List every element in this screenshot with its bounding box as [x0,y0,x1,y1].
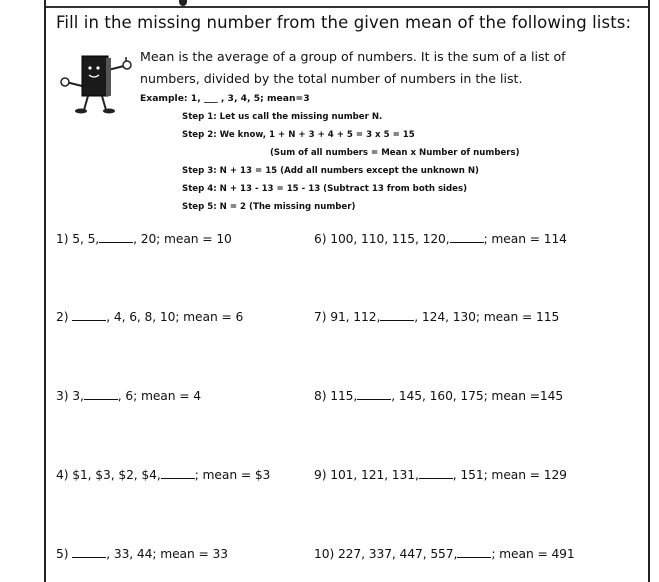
problem-3 [56,389,201,403]
problem-9 [314,468,567,482]
problem-text: 3) 3, [56,389,84,403]
step-2-note: (Sum of all numbers = Mean x Number of numbers) [270,148,520,158]
problem-text: ; mean = $3 [194,468,271,482]
step-3: Step 3: N + 13 = 15 (Add all numbers except the unknown N) [182,166,479,176]
problem-8 [314,389,563,403]
answer-blank[interactable] [99,241,133,243]
step-5: Step 5: N = 2 (The missing number) [182,202,356,212]
answer-blank[interactable] [84,398,118,400]
problem-5 [56,547,228,561]
problem-6 [314,232,567,246]
problem-text: ; mean = 491 [491,547,575,561]
problem-text: 1) 5, 5, [56,232,100,246]
problem-text: 5) [56,547,69,561]
answer-blank[interactable] [450,241,484,243]
problem-2 [56,310,243,324]
worksheet-title: Fill in the missing number from the given mean of the following lists: [56,13,632,32]
example-heading: Example: 1, ___ , 3, 4, 5; mean=3 [140,93,310,104]
problem-text: ; mean = 114 [483,232,567,246]
problem-text: 6) 100, 110, 115, 120, [314,232,450,246]
step-1: Step 1: Let us call the missing number N. [182,112,383,122]
definition-line-2: numbers, divided by the total number of numbers in the list. [140,71,523,86]
problem-text: , 124, 130; mean = 115 [414,310,560,324]
problem-text: 9) 101, 121, 131, [314,468,419,482]
answer-blank[interactable] [357,398,391,400]
definition-line-1: Mean is the average of a group of numbers. It is the sum of a list of [140,49,566,64]
problem-1 [56,232,232,246]
problem-text: 4) $1, $3, $2, $4, [56,468,161,482]
answer-blank[interactable] [380,319,414,321]
answer-blank[interactable] [457,556,491,558]
problem-text: , 145, 160, 175; mean =145 [391,389,564,403]
problem-text: 10) 227, 337, 447, 557, [314,547,458,561]
problem-text: 8) 115, [314,389,358,403]
problem-text: , 6; mean = 4 [117,389,201,403]
worksheet-page [44,0,650,582]
answer-blank[interactable] [72,556,106,558]
answer-blank[interactable] [419,477,453,479]
problem-text: 2) [56,310,69,324]
problem-7 [314,310,559,324]
problem-text: , 20; mean = 10 [133,232,232,246]
answer-blank[interactable] [72,319,106,321]
mean-definition [140,46,566,90]
problem-4 [56,468,270,482]
problem-text: , 151; mean = 129 [452,468,567,482]
problem-text: 7) 91, 112, [314,310,381,324]
step-2: Step 2: We know, 1 + N + 3 + 4 + 5 = 3 x 5 = 15 [182,130,415,140]
top-border [46,0,648,8]
example-steps [182,108,520,216]
problem-text: , 33, 44; mean = 33 [106,547,228,561]
step-4: Step 4: N + 13 - 13 = 15 - 13 (Subtract 13 from both sides) [182,184,468,194]
book-mascot-icon [60,48,140,114]
problem-text: , 4, 6, 8, 10; mean = 6 [106,310,244,324]
problem-10 [314,547,575,561]
answer-blank[interactable] [161,477,195,479]
